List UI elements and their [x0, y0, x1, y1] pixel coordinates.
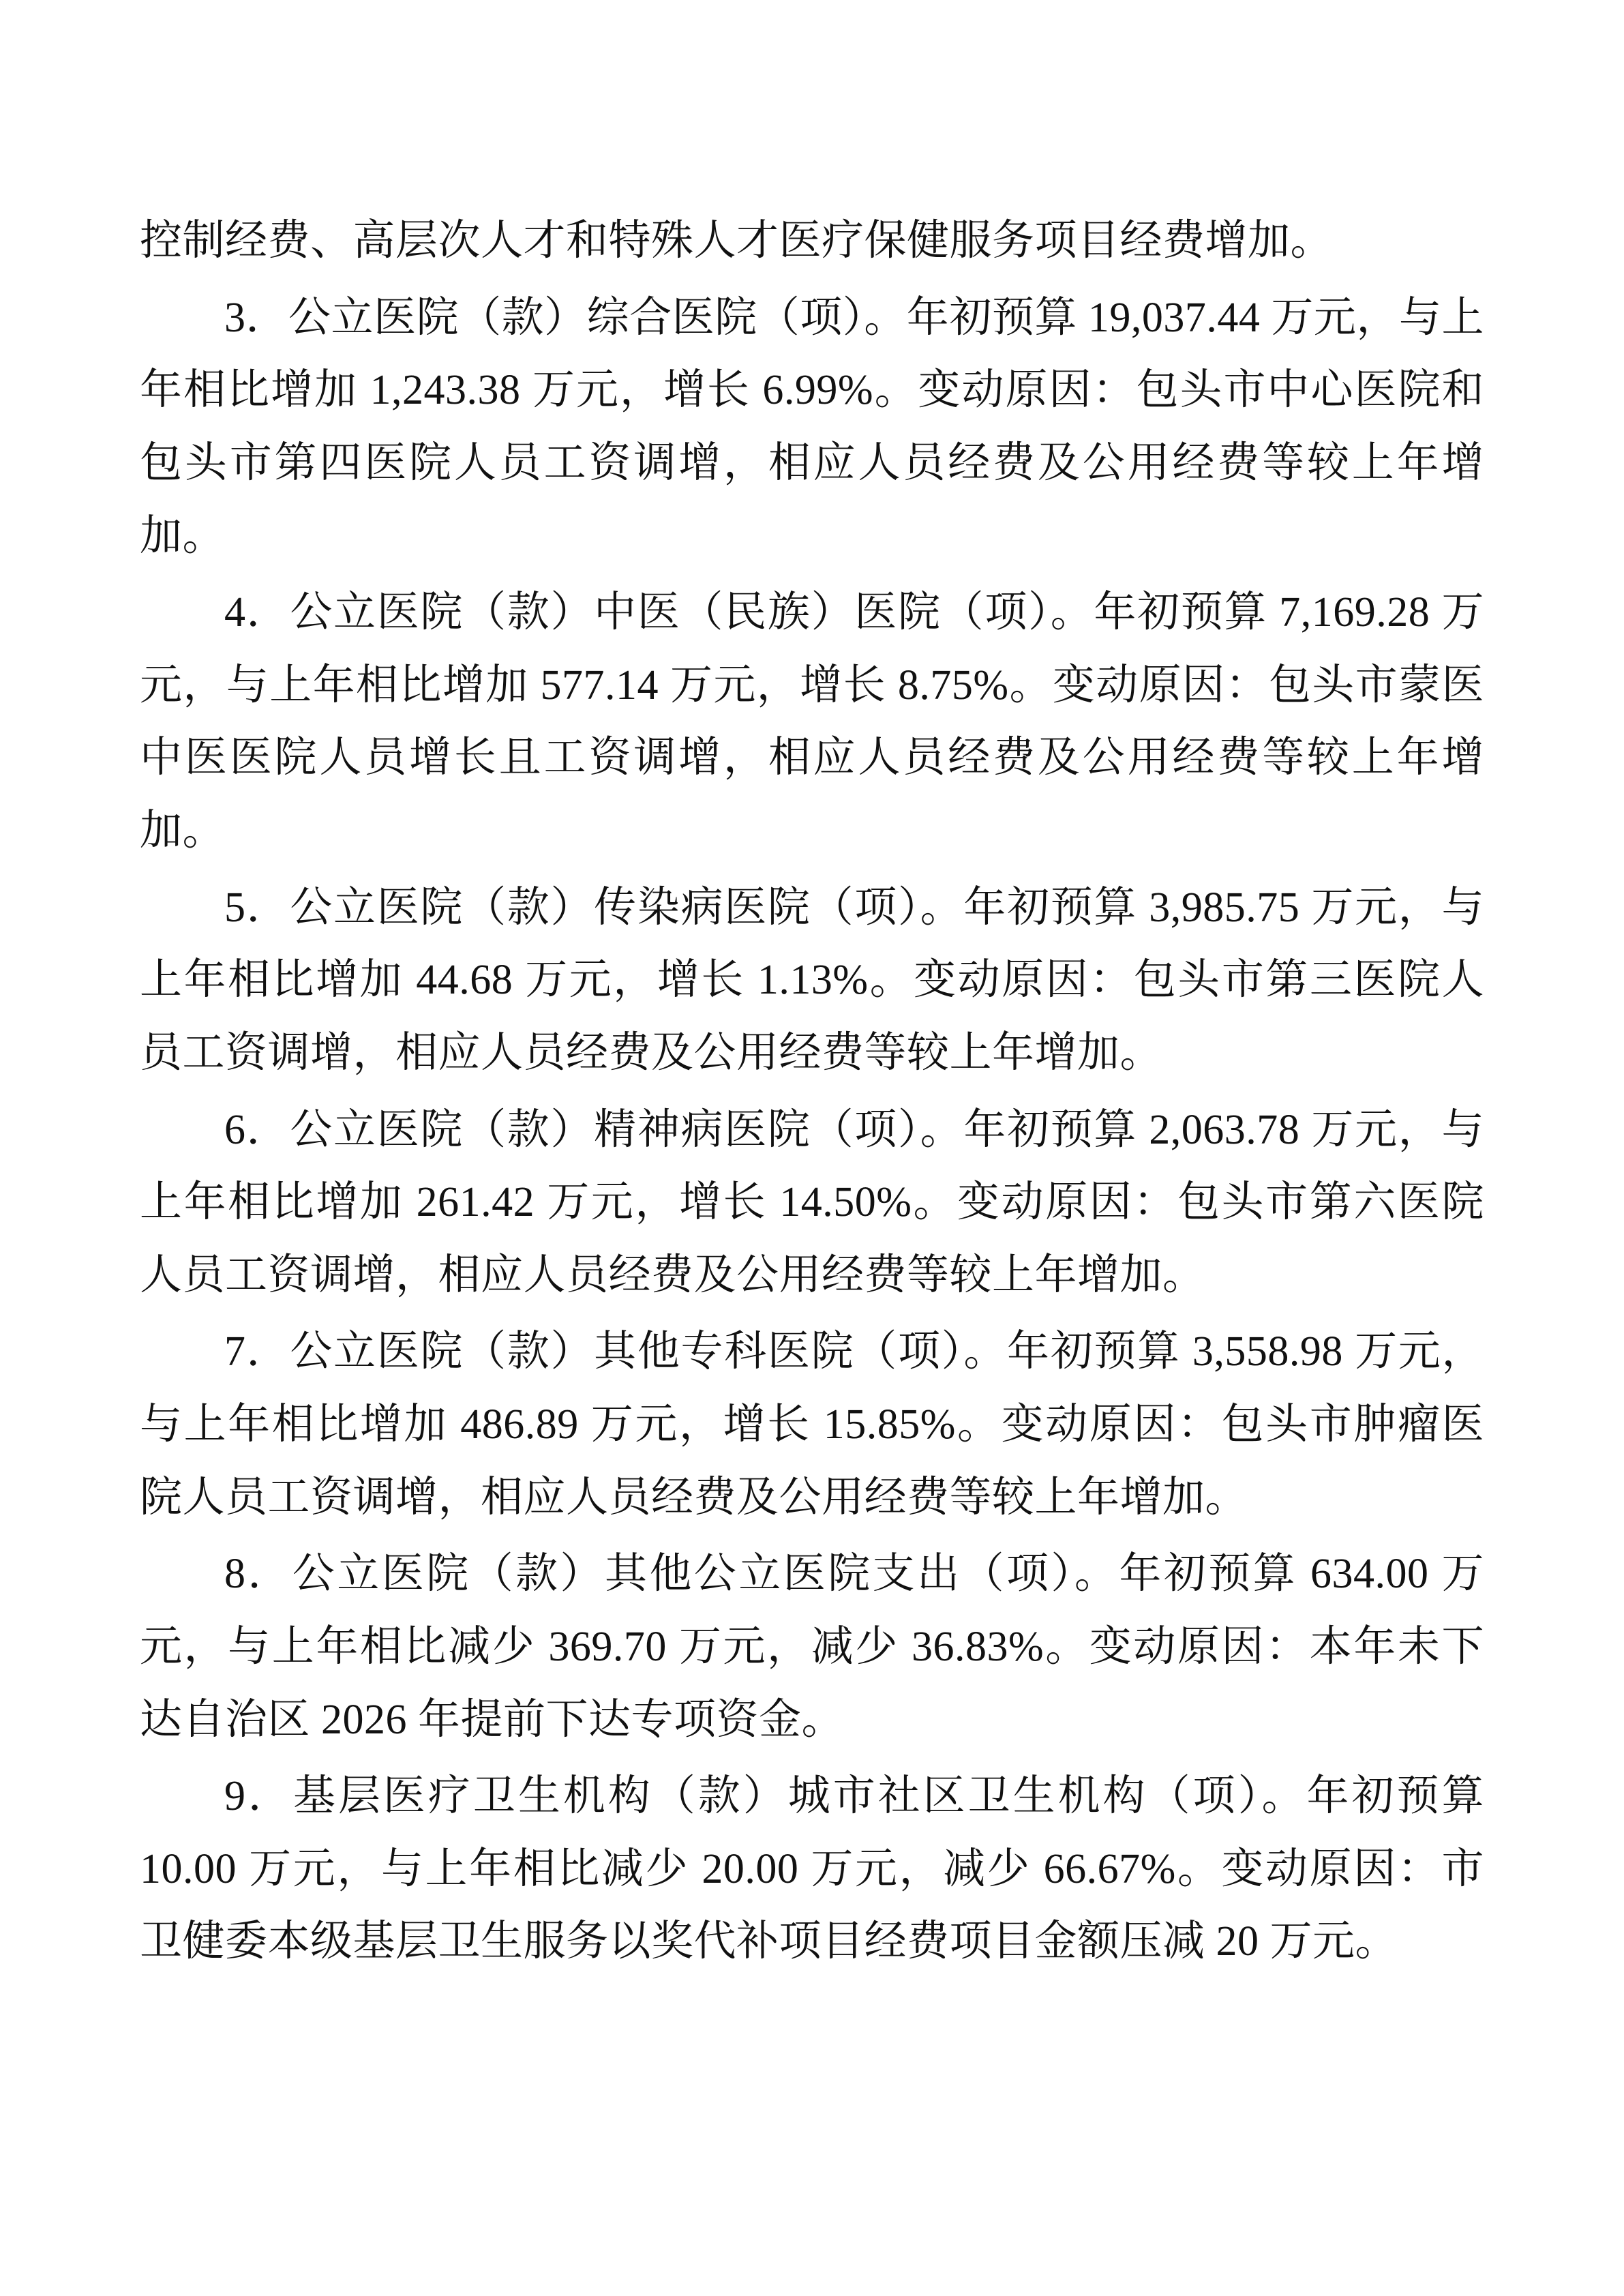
paragraph-item-8: 8．公立医院（款）其他公立医院支出（项）。年初预算 634.00 万元，与上年相比减少 369.70 万元，减少 36.83%。变动原因：本年未下达自治区 2026 年提前下达专项资金。 — [140, 1551, 1484, 1743]
paragraph-item-7: 7．公立医院（款）其他专科医院（项）。年初预算 3,558.98 万元，与上年相比增加 486.89 万元，增长 15.85%。变动原因：包头市肿瘤医院人员工资调增，相应人员经费及公用经费等较上年增加。 — [140, 1328, 1484, 1521]
paragraph-item-5: 5．公立医院（款）传染病医院（项）。年初预算 3,985.75 万元，与上年相比增加 44.68 万元，增长 1.13%。变动原因：包头市第三医院人员工资调增，相应人员经费及公用经费等较上年增加。 — [140, 884, 1484, 1076]
paragraph-continuation: 控制经费、高层次人才和特殊人才医疗保健服务项目经费增加。 — [140, 218, 1334, 264]
paragraph-item-3: 3．公立医院（款）综合医院（项）。年初预算 19,037.44 万元，与上年相比增加 1,243.38 万元，增长 6.99%。变动原因：包头市中心医院和包头市第四医院人员工资调增，相应人员经费及公用经费等较上年增加。 — [140, 294, 1484, 559]
paragraph-item-4: 4．公立医院（款）中医（民族）医院（项）。年初预算 7,169.28 万元，与上年相比增加 577.14 万元，增长 8.75%。变动原因：包头市蒙医中医医院人员增长且工资调增，相应人员经费及公用经费等较上年增加。 — [140, 589, 1484, 854]
paragraph-item-6: 6．公立医院（款）精神病医院（项）。年初预算 2,063.78 万元，与上年相比增加 261.42 万元，增长 14.50%。变动原因：包头市第六医院人员工资调增，相应人员经费及公用经费等较上年增加。 — [140, 1106, 1484, 1298]
paragraph-item-9: 9．基层医疗卫生机构（款）城市社区卫生机构（项）。年初预算 10.00 万元，与上年相比减少 20.00 万元，减少 66.67%。变动原因：市卫健委本级基层卫生服务以奖代补项目经费项目金额压减 20 万元。 — [140, 1773, 1484, 1965]
document-body — [140, 205, 1484, 1978]
